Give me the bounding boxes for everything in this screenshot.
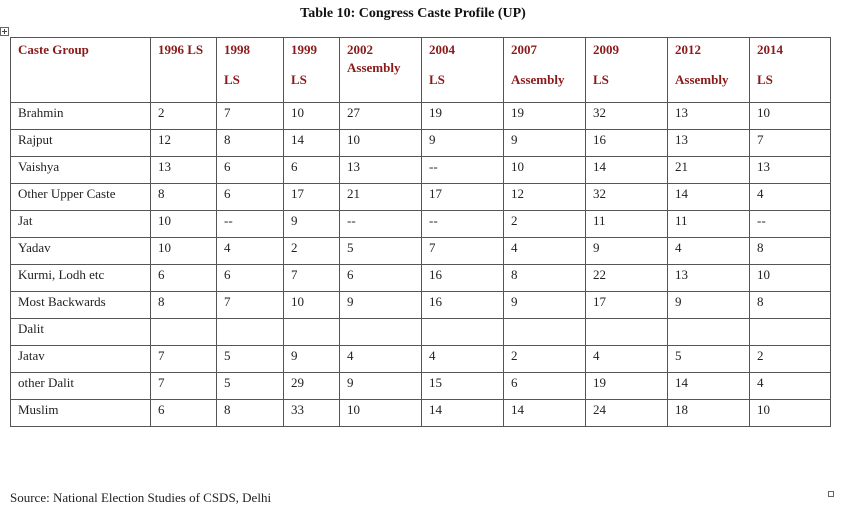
caste-profile-table [10,37,831,427]
table-cell: 6 [151,400,217,427]
table-cell [668,319,750,346]
table-row [11,400,831,427]
table-cell: 4 [340,346,422,373]
table-cell: 4 [668,238,750,265]
table-cell: 19 [504,103,586,130]
row-label: Most Backwards [11,292,151,319]
table-cell: 8 [151,292,217,319]
table-cell: 6 [504,373,586,400]
table-title: Table 10: Congress Caste Profile (UP) [300,6,526,21]
table-cell: 10 [340,130,422,157]
header-type: Assembly [347,60,401,75]
header-type: LS [224,72,240,87]
table-body [11,103,831,427]
table-cell: 8 [750,238,831,265]
table-cell: 13 [668,265,750,292]
header-type: LS [593,72,609,87]
table-cell: 19 [586,373,668,400]
table-cell: 9 [504,130,586,157]
table-cell: 2 [750,346,831,373]
table-row [11,103,831,130]
row-label: Brahmin [11,103,151,130]
table-cell: 4 [422,346,504,373]
table-resize-handle-icon[interactable] [828,491,834,497]
table-cell: 21 [340,184,422,211]
header-year: 2009 [593,42,619,57]
table-cell: 6 [151,265,217,292]
table-cell: 2 [284,238,340,265]
table-cell: 11 [668,211,750,238]
header-type: LS [291,72,307,87]
table-cell: 10 [750,400,831,427]
table-cell: 17 [586,292,668,319]
table-cell: 9 [668,292,750,319]
table-cell: 6 [217,157,284,184]
row-label: Muslim [11,400,151,427]
table-cell [750,319,831,346]
table-cell: 6 [217,265,284,292]
table-cell: 9 [340,292,422,319]
table-cell: 7 [422,238,504,265]
table-cell: 14 [284,130,340,157]
table-cell: 9 [422,130,504,157]
table-cell: 15 [422,373,504,400]
table-cell: 10 [750,265,831,292]
table-cell: 10 [284,292,340,319]
table-cell: 8 [217,400,284,427]
table-cell: 16 [422,292,504,319]
table-cell [340,319,422,346]
table-row [11,157,831,184]
row-label: Rajput [11,130,151,157]
header-year: 2002 [347,42,373,57]
table-cell: 32 [586,184,668,211]
row-label: Other Upper Caste [11,184,151,211]
table-cell: 27 [340,103,422,130]
header-col [422,38,504,103]
table-cell: 7 [217,103,284,130]
table-cell: 13 [750,157,831,184]
table-cell: 10 [340,400,422,427]
table-cell: 14 [668,373,750,400]
table-cell: 8 [750,292,831,319]
header-type: LS [429,72,445,87]
header-col [284,38,340,103]
table-cell: 24 [586,400,668,427]
header-year: 1999 [291,42,317,57]
table-cell: 9 [586,238,668,265]
table-cell: 13 [668,103,750,130]
header-year: 1998 [224,42,250,57]
table-cell: 7 [151,373,217,400]
table-cell: 2 [504,346,586,373]
table-cell: 17 [422,184,504,211]
table-row [11,265,831,292]
table-cell: -- [422,211,504,238]
table-cell: 12 [504,184,586,211]
table-cell: 32 [586,103,668,130]
table-cell: 6 [217,184,284,211]
table-row [11,373,831,400]
table-cell: 10 [504,157,586,184]
table-header-row [11,38,831,103]
table-cell: 8 [504,265,586,292]
header-type: LS [757,72,773,87]
header-type: Assembly [675,72,729,87]
table-cell: 13 [151,157,217,184]
table-cell [586,319,668,346]
header-col [151,38,217,103]
table-cell: 8 [151,184,217,211]
table-cell: 29 [284,373,340,400]
table-cell: 7 [217,292,284,319]
table-cell: 9 [340,373,422,400]
table-cell: 4 [586,346,668,373]
table-cell: 4 [750,184,831,211]
table-cell [504,319,586,346]
table-move-handle-icon[interactable] [0,27,9,36]
header-year: 2007 [511,42,537,57]
header-col [750,38,831,103]
table-cell: 10 [750,103,831,130]
row-label: other Dalit [11,373,151,400]
source-note: Source: National Election Studies of CSDS, Delhi [10,490,272,505]
table-cell [422,319,504,346]
header-year: 2012 [675,42,701,57]
table-cell: 4 [750,373,831,400]
table-cell: 6 [284,157,340,184]
row-label: Vaishya [11,157,151,184]
table-cell: 5 [217,373,284,400]
table-cell: 14 [586,157,668,184]
table-cell: 7 [284,265,340,292]
table-cell: 21 [668,157,750,184]
table-cell [284,319,340,346]
table-cell: 14 [504,400,586,427]
table-row [11,211,831,238]
table-cell: 14 [668,184,750,211]
table-cell: -- [422,157,504,184]
header-year: 2004 [429,42,455,57]
header-type: Assembly [511,72,565,87]
table-cell: 2 [151,103,217,130]
table-cell: 10 [284,103,340,130]
table-cell: 12 [151,130,217,157]
table-cell: 4 [217,238,284,265]
table-cell: 5 [217,346,284,373]
table-cell: 16 [422,265,504,292]
table-row [11,319,831,346]
table-cell: 5 [340,238,422,265]
table-cell: 33 [284,400,340,427]
row-label: Kurmi, Lodh etc [11,265,151,292]
table-cell: 8 [217,130,284,157]
table-cell: 9 [504,292,586,319]
table-cell: 11 [586,211,668,238]
table-cell: -- [340,211,422,238]
table-cell: 9 [284,346,340,373]
row-label: Yadav [11,238,151,265]
table-cell: 13 [668,130,750,157]
table-cell: 2 [504,211,586,238]
table-cell: 14 [422,400,504,427]
table-cell: 18 [668,400,750,427]
table-cell: 19 [422,103,504,130]
table-cell: 10 [151,211,217,238]
table-cell: 5 [668,346,750,373]
row-label: Jatav [11,346,151,373]
table-row [11,238,831,265]
header-col [586,38,668,103]
header-col [340,38,422,103]
table-cell: -- [750,211,831,238]
table-cell: 17 [284,184,340,211]
table-cell [151,319,217,346]
table-row [11,292,831,319]
table-cell: 7 [750,130,831,157]
table-row [11,184,831,211]
table-cell: 4 [504,238,586,265]
table-cell: 7 [151,346,217,373]
header-col [668,38,750,103]
row-label: Jat [11,211,151,238]
header-year: 1996 LS [158,42,204,57]
header-caste-group: Caste Group [11,38,151,103]
row-label: Dalit [11,319,151,346]
table-row [11,346,831,373]
table-cell: 6 [340,265,422,292]
table-cell: 22 [586,265,668,292]
table-cell: 16 [586,130,668,157]
table-row [11,130,831,157]
header-year: 2014 [757,42,783,57]
table-cell: 9 [284,211,340,238]
table-cell [217,319,284,346]
header-col [504,38,586,103]
header-col [217,38,284,103]
table-cell: 10 [151,238,217,265]
table-cell: 13 [340,157,422,184]
table-cell: -- [217,211,284,238]
